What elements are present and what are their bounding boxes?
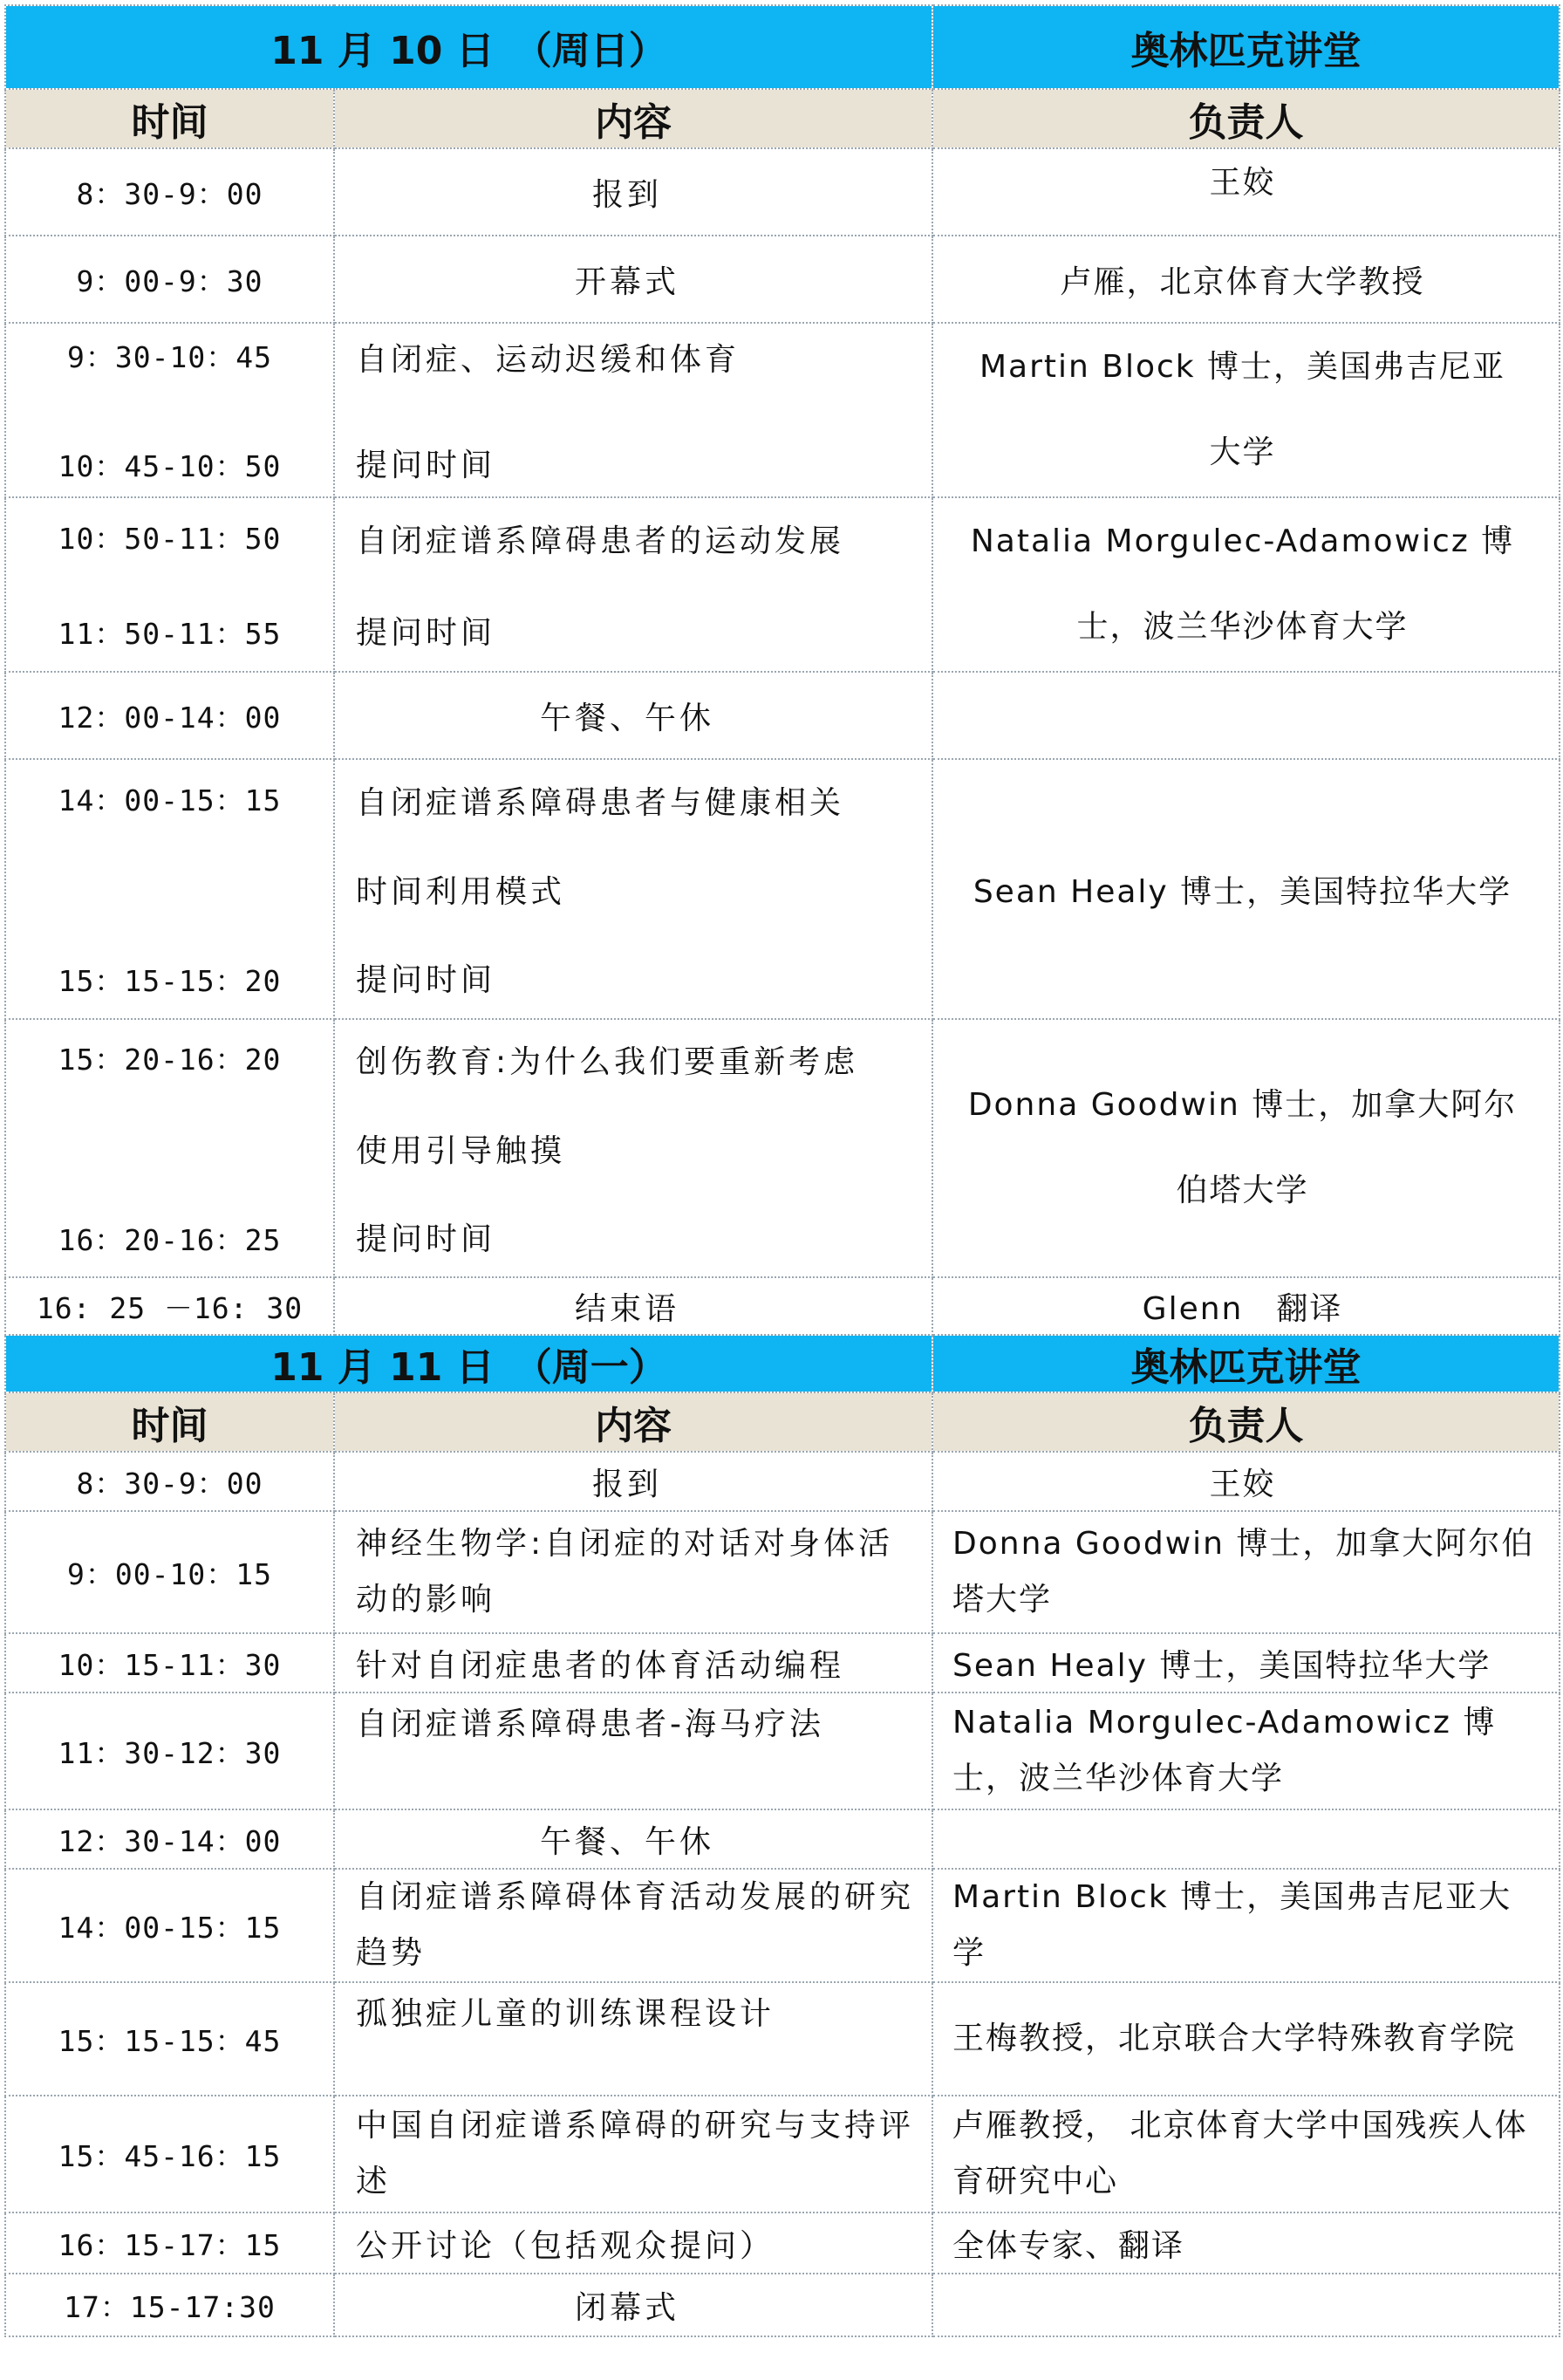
table-row	[5, 1633, 1560, 1693]
time-cell: 11：30-12：30	[5, 1693, 334, 1809]
content-cell: 神经生物学:自闭症的对话对身体活动的影响	[334, 1511, 932, 1633]
content-cell: 报到	[334, 148, 932, 236]
person-cell	[932, 497, 1560, 672]
person-cell: Sean Healy 博士，美国特拉华大学	[932, 759, 1560, 1019]
content-line: 提问时间	[356, 615, 496, 651]
table-row	[5, 1693, 1560, 1809]
time-cell: 12：30-14：00	[5, 1809, 334, 1869]
day1-venue-label: 奥林匹克讲堂	[932, 5, 1560, 89]
table-row	[5, 323, 1560, 497]
content-cell: 公开讨论（包括观众提问）	[334, 2212, 932, 2274]
time-cell: 9：00-9：30	[5, 236, 334, 323]
table-row	[5, 2274, 1560, 2336]
content-cell	[334, 497, 932, 672]
time-cell: 9：00-10：15	[5, 1511, 334, 1633]
time-slot: 14：00-15：15	[58, 783, 282, 817]
schedule-table	[4, 4, 1560, 2337]
time-slot: 10：45-10：50	[58, 449, 282, 483]
time-cell: 16：15-17：15	[5, 2212, 334, 2274]
time-cell: 12：00-14：00	[5, 672, 334, 759]
content-cell: 自闭症谱系障碍体育活动发展的研究趋势	[334, 1869, 932, 1982]
person-line: Donna Goodwin 博士，加拿大阿尔	[967, 1087, 1518, 1123]
time-slot: 16：20-16：25	[58, 1223, 282, 1257]
table-row	[5, 759, 1560, 1019]
content-cell: 闭幕式	[334, 2274, 932, 2336]
content-cell: 午餐、午休	[334, 1809, 932, 1869]
time-cell	[5, 1019, 334, 1277]
time-slot: 10：50-11：50	[58, 522, 282, 556]
content-cell: 中国自闭症谱系障碍的研究与支持评述	[334, 2096, 932, 2212]
content-line: 创伤教育:为什么我们要重新考虑	[356, 1044, 859, 1080]
person-line: Martin Block 博士，美国弗吉尼亚	[979, 349, 1506, 385]
content-cell	[334, 759, 932, 1019]
content-line: 自闭症谱系障碍患者与健康相关	[356, 785, 845, 821]
person-cell	[932, 672, 1560, 759]
content-line: 提问时间	[356, 448, 496, 483]
person-cell: Martin Block 博士，美国弗吉尼亚大学	[932, 1869, 1560, 1982]
day1-header-person: 负责人	[932, 89, 1560, 148]
content-cell: 结束语	[334, 1277, 932, 1335]
table-row	[5, 1019, 1560, 1277]
content-line: 自闭症、运动迟缓和体育	[356, 342, 741, 378]
person-cell: 卢雁教授， 北京体育大学中国残疾人体育研究中心	[932, 2096, 1560, 2212]
content-line: 提问时间	[356, 962, 496, 998]
person-cell: Donna Goodwin 博士，加拿大阿尔伯塔大学	[932, 1511, 1560, 1633]
time-slot: 15：15-15：20	[58, 964, 282, 998]
person-cell: 王姣	[932, 148, 1560, 236]
person-line: 伯塔大学	[1176, 1173, 1309, 1208]
person-cell: Sean Healy 博士，美国特拉华大学	[932, 1633, 1560, 1693]
person-cell: 卢雁，北京体育大学教授	[932, 236, 1560, 323]
time-cell: 15：15-15：45	[5, 1982, 334, 2096]
time-slot: 15：20-16：20	[58, 1043, 282, 1077]
time-cell: 15：45-16：15	[5, 2096, 334, 2212]
table-row	[5, 1452, 1560, 1511]
time-cell: 8：30-9：00	[5, 1452, 334, 1511]
time-cell: 10：15-11：30	[5, 1633, 334, 1693]
day2-header-row	[5, 1392, 1560, 1452]
person-cell	[932, 2274, 1560, 2336]
table-row	[5, 1982, 1560, 2096]
day1-header-row	[5, 89, 1560, 148]
person-cell: Glenn 翻译	[932, 1277, 1560, 1335]
table-row	[5, 2096, 1560, 2212]
person-cell	[932, 323, 1560, 497]
person-cell: 王梅教授，北京联合大学特殊教育学院	[932, 1982, 1560, 2096]
time-cell	[5, 497, 334, 672]
person-cell	[932, 1019, 1560, 1277]
content-cell: 自闭症谱系障碍患者-海马疗法	[334, 1693, 932, 1809]
table-row	[5, 1277, 1560, 1335]
person-cell	[932, 1809, 1560, 1869]
person-cell: 全体专家、翻译	[932, 2212, 1560, 2274]
table-row	[5, 1511, 1560, 1633]
table-row	[5, 2212, 1560, 2274]
table-row	[5, 1809, 1560, 1869]
content-cell: 针对自闭症患者的体育活动编程	[334, 1633, 932, 1693]
time-cell: 17：15-17:30	[5, 2274, 334, 2336]
table-row	[5, 1869, 1560, 1982]
day2-venue-label: 奥林匹克讲堂	[932, 1335, 1560, 1392]
time-slot: 9：30-10：45	[67, 340, 272, 374]
content-cell: 孤独症儿童的训练课程设计	[334, 1982, 932, 2096]
day1-band-row	[5, 5, 1560, 89]
content-line: 自闭症谱系障碍患者的运动发展	[356, 523, 845, 559]
person-cell: Natalia Morgulec-Adamowicz 博士，波兰华沙体育大学	[932, 1693, 1560, 1809]
day2-header-person: 负责人	[932, 1392, 1560, 1452]
person-cell: 王姣	[932, 1452, 1560, 1511]
day1-header-content: 内容	[334, 89, 932, 148]
time-cell: 16: 25 －16: 30	[5, 1277, 334, 1335]
table-row	[5, 672, 1560, 759]
day1-date-label: 11 月 10 日 （周日）	[5, 5, 932, 89]
table-row	[5, 497, 1560, 672]
day2-header-time: 时间	[5, 1392, 334, 1452]
person-line: Natalia Morgulec-Adamowicz 博	[970, 523, 1515, 559]
content-cell: 午餐、午休	[334, 672, 932, 759]
day2-date-label: 11 月 11 日 （周一）	[5, 1335, 932, 1392]
day2-header-content: 内容	[334, 1392, 932, 1452]
table-row	[5, 148, 1560, 236]
content-cell: 开幕式	[334, 236, 932, 323]
table-row	[5, 236, 1560, 323]
time-slot: 11：50-11：55	[58, 617, 282, 651]
time-cell: 14：00-15：15	[5, 1869, 334, 1982]
time-cell: 8：30-9：00	[5, 148, 334, 236]
content-line: 时间利用模式	[356, 873, 566, 910]
time-cell	[5, 759, 334, 1019]
time-cell	[5, 323, 334, 497]
content-cell: 报到	[334, 1452, 932, 1511]
day2-band-row	[5, 1335, 1560, 1392]
person-line: 大学	[1209, 434, 1276, 470]
content-cell	[334, 323, 932, 497]
content-line: 使用引导触摸	[356, 1132, 566, 1169]
content-cell	[334, 1019, 932, 1277]
person-line: 士，波兰华沙体育大学	[1076, 609, 1409, 645]
day1-header-time: 时间	[5, 89, 334, 148]
content-line: 提问时间	[356, 1221, 496, 1257]
